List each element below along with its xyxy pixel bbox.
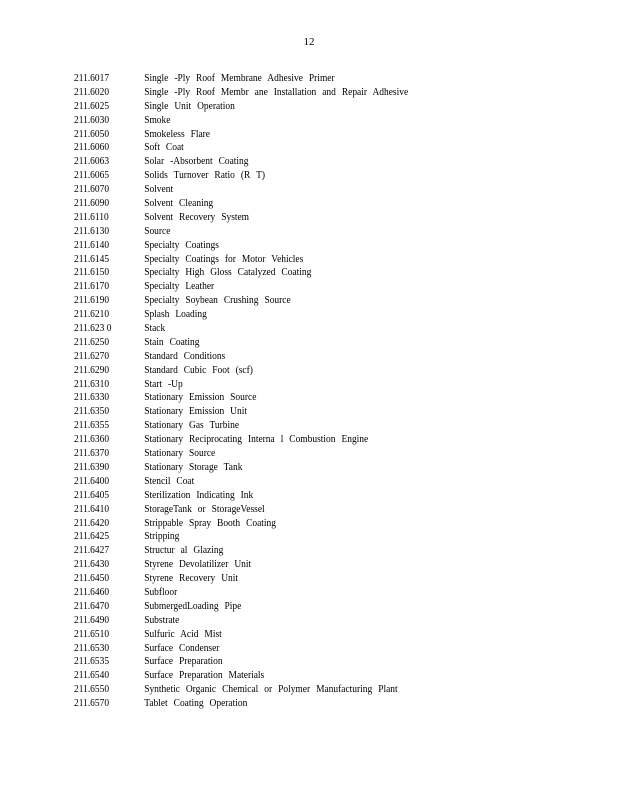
- section-entry: [74, 308, 408, 322]
- section-entry: [74, 683, 408, 697]
- section-entry: [74, 503, 408, 517]
- section-entry: [74, 405, 408, 419]
- section-entry: [74, 628, 408, 642]
- section-number: 211.6025: [74, 100, 110, 112]
- section-number: 211.6050: [74, 128, 110, 140]
- section-term: Sulfuric Acid Mist: [144, 628, 222, 640]
- section-entry: [74, 100, 408, 114]
- section-term: Styrene Recovery Unit: [144, 573, 239, 585]
- section-number: 211.6570: [74, 698, 110, 710]
- section-entry: [74, 294, 408, 308]
- section-entry: [74, 697, 408, 711]
- section-entry: [74, 419, 408, 433]
- section-entry: [74, 114, 408, 128]
- section-entry: [74, 183, 408, 197]
- section-term: Stationary Emission Unit: [144, 406, 247, 418]
- section-entry: [74, 86, 408, 100]
- section-term: Substrate: [144, 614, 180, 626]
- section-number: 211.6350: [74, 406, 110, 418]
- section-list: [74, 72, 445, 711]
- section-term: Stencil Coat: [144, 475, 195, 487]
- section-entry: [74, 225, 408, 239]
- section-term: Strippable Spray Booth Coating: [144, 517, 277, 529]
- section-entry: [74, 72, 408, 86]
- section-entry: [74, 614, 408, 628]
- section-term: Start -Up: [144, 378, 183, 390]
- section-entry: [74, 322, 408, 336]
- section-term: Surface Preparation: [144, 656, 223, 668]
- section-entry: [74, 266, 408, 280]
- section-entry: [74, 655, 408, 669]
- section-term: Stain Coating: [144, 336, 200, 348]
- section-term: Single -Ply Roof Membr ane Installation and Repair Adhesive: [144, 86, 409, 98]
- section-entry: [74, 558, 408, 572]
- section-number: 211.6410: [74, 503, 110, 515]
- section-number: 211.6460: [74, 586, 110, 598]
- section-term: Stack: [144, 323, 166, 335]
- section-term: Synthetic Organic Chemical or Polymer Manufacturing Plant: [144, 684, 398, 696]
- section-term: Splash Loading: [144, 309, 207, 321]
- section-term: Standard Cubic Foot (scf): [144, 364, 253, 376]
- section-number: 211.6550: [74, 684, 110, 696]
- page-number: 12: [303, 36, 315, 48]
- section-term: Single -Ply Roof Membrane Adhesive Primer: [144, 73, 335, 84]
- section-entry: [74, 336, 408, 350]
- section-number: 211.6250: [74, 336, 110, 348]
- section-number: 211.6427: [74, 545, 110, 557]
- section-term: Specialty Coatings for Motor Vehicles: [144, 253, 304, 265]
- section-number: 211.6110: [74, 211, 109, 223]
- section-number: 211.6270: [74, 350, 110, 362]
- section-term: Soft Coat: [144, 142, 184, 154]
- section-number: 211.6330: [74, 392, 110, 404]
- section-term: Structur al Glazing: [144, 545, 224, 557]
- section-term: Specialty Leather: [144, 281, 215, 293]
- section-term: Source: [144, 225, 171, 237]
- section-term: Stationary Storage Tank: [144, 461, 243, 473]
- section-entry: [74, 280, 408, 294]
- section-entry: [74, 572, 408, 586]
- section-entry: [74, 544, 408, 558]
- section-term: Specialty Coatings: [144, 239, 219, 251]
- section-term: Styrene Devolatilizer Unit: [144, 559, 252, 571]
- section-entry: [74, 461, 408, 475]
- section-number: 211.623 0: [74, 323, 112, 335]
- section-entry: [74, 141, 408, 155]
- section-number: 211.6430: [74, 559, 110, 571]
- section-entry: [74, 530, 408, 544]
- section-term: StorageTank or StorageVessel: [144, 503, 265, 515]
- section-number: 211.6470: [74, 600, 110, 612]
- section-entry: [74, 197, 408, 211]
- section-entry: [74, 169, 408, 183]
- section-number: 211.6145: [74, 253, 110, 265]
- section-number: 211.6020: [74, 86, 110, 98]
- section-entry: [74, 253, 408, 267]
- section-term: Solvent: [144, 184, 174, 196]
- section-term: Stationary Reciprocating Interna l Combustion Engine: [144, 434, 369, 446]
- section-number: 211.6030: [74, 114, 110, 126]
- section-number: 211.6530: [74, 642, 110, 654]
- section-entry: [74, 364, 408, 378]
- section-number: 211.6360: [74, 434, 110, 446]
- section-term: SubmergedLoading Pipe: [144, 600, 242, 612]
- section-term: Sterilization Indicating Ink: [144, 489, 254, 501]
- section-term: Surface Condenser: [144, 642, 220, 654]
- section-term: Surface Preparation Materials: [144, 670, 265, 682]
- section-entry: [74, 586, 408, 600]
- section-term: Stationary Source: [144, 448, 216, 460]
- section-number: 211.6510: [74, 628, 110, 640]
- section-entry: [74, 391, 408, 405]
- section-entry: [74, 517, 408, 531]
- section-entry: [74, 669, 408, 683]
- section-number: 211.6540: [74, 670, 110, 682]
- section-number: 211.6425: [74, 531, 110, 543]
- section-entry: [74, 642, 408, 656]
- section-number: 211.6063: [74, 156, 110, 168]
- section-entry: [74, 155, 408, 169]
- section-number: 211.6065: [74, 170, 110, 182]
- section-number: 211.6400: [74, 475, 110, 487]
- section-number: 211.6290: [74, 364, 110, 376]
- section-entry: [74, 350, 408, 364]
- section-number: 211.6017: [74, 73, 110, 84]
- section-term: Solvent Recovery System: [144, 211, 250, 223]
- section-number: 211.6170: [74, 281, 110, 293]
- section-entry: [74, 600, 408, 614]
- section-number: 211.6090: [74, 198, 110, 210]
- section-term: Specialty High Gloss Catalyzed Coating: [144, 267, 312, 279]
- section-term: Stationary Emission Source: [144, 392, 257, 404]
- section-term: Stationary Gas Turbine: [144, 420, 240, 432]
- section-number: 211.6210: [74, 309, 110, 321]
- section-term: Smoke: [144, 114, 171, 126]
- section-number: 211.6355: [74, 420, 110, 432]
- section-entry: [74, 239, 408, 253]
- section-term: Stripping: [144, 531, 180, 543]
- section-term: Specialty Soybean Crushing Source: [144, 295, 291, 307]
- section-number: 211.6535: [74, 656, 110, 668]
- section-number: 211.6310: [74, 378, 110, 390]
- section-number: 211.6490: [74, 614, 110, 626]
- section-term: Solar -Absorbent Coating: [144, 156, 249, 168]
- section-term: Tablet Coating Operation: [144, 698, 248, 710]
- section-number: 211.6140: [74, 239, 110, 251]
- section-number: 211.6390: [74, 461, 110, 473]
- section-number: 211.6150: [74, 267, 110, 279]
- section-term: Single Unit Operation: [144, 100, 235, 112]
- section-term: Solvent Cleaning: [144, 198, 214, 210]
- section-number: 211.6190: [74, 295, 110, 307]
- section-term: Smokeless Flare: [144, 128, 211, 140]
- section-entry: [74, 447, 408, 461]
- section-term: Subfloor: [144, 586, 178, 598]
- section-number: 211.6070: [74, 184, 110, 196]
- section-number: 211.6130: [74, 225, 110, 237]
- section-number: 211.6450: [74, 573, 110, 585]
- section-entry: [74, 211, 408, 225]
- section-entry: [74, 475, 408, 489]
- section-term: Standard Conditions: [144, 350, 226, 362]
- section-entry: [74, 489, 408, 503]
- section-number: 211.6420: [74, 517, 110, 529]
- section-entry: [74, 128, 408, 142]
- section-entry: [74, 433, 408, 447]
- section-entry: [74, 378, 408, 392]
- section-number: 211.6060: [74, 142, 110, 154]
- section-number: 211.6405: [74, 489, 110, 501]
- section-term: Solids Turnover Ratio (R T): [144, 170, 266, 182]
- section-number: 211.6370: [74, 448, 110, 460]
